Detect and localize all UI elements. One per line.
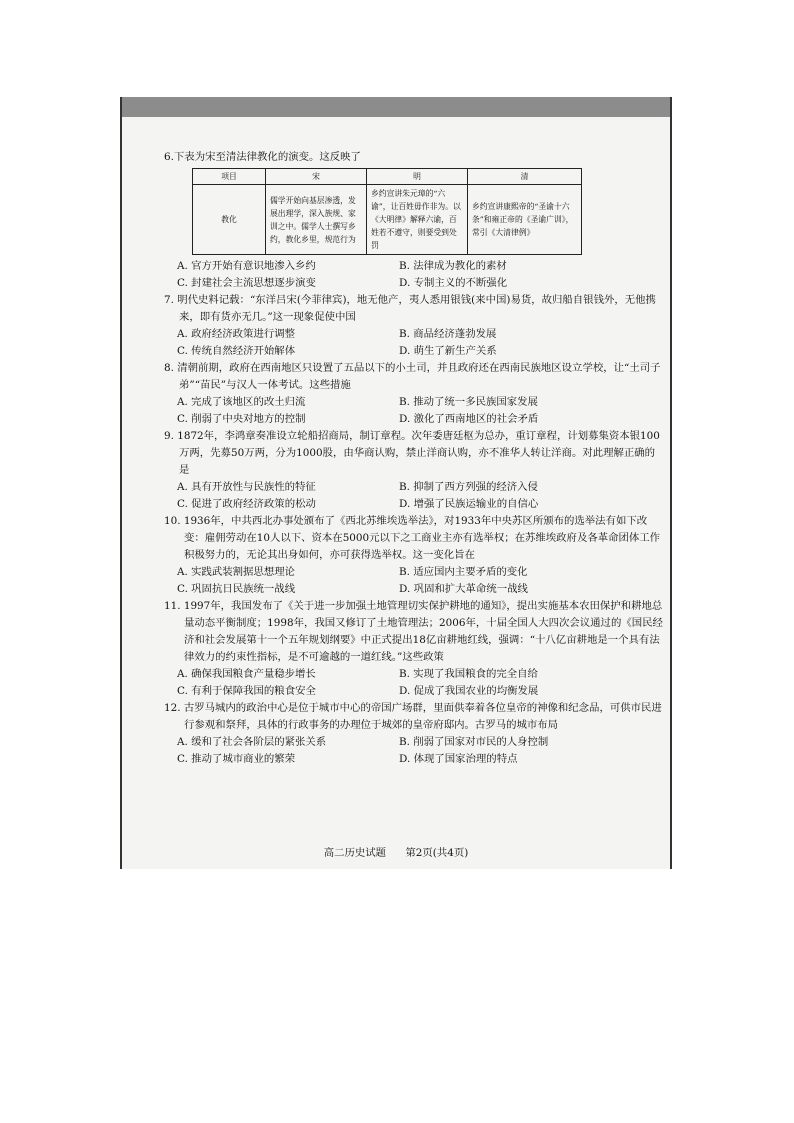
question-8 [164, 360, 664, 428]
question-12-stem: 12. 古罗马城内的政治中心是位于城市中心的帝国广场群，里面供奉着各位皇帝的神像和纪念品，可供市民进行参观和祭拜，具体的行政事务的办理位于城郊的皇帝府邸内。古罗马的城市布局 [164, 702, 662, 731]
footer-page-number: 第2页(共4页) [405, 847, 469, 859]
question-6-stem: 6.下表为宋至清法律教化的演变。这反映了 [164, 151, 361, 163]
option-d[interactable]: D. 激化了西南地区的社会矛盾 [399, 413, 539, 425]
question-9 [164, 428, 664, 513]
option-c[interactable]: C. 有利于保障我国的粮食安全 [177, 685, 316, 697]
table-row [193, 185, 582, 255]
question-11-stem: 11. 1997年，我国发布了《关于进一步加强土地管理切实保护耕地的通知》，提出实施基本农田保护和耕地总量动态平衡制度；1998年，我国又修订了土地管理法；2006年，十届全国人大四次会议通过的《国民经济和社会发展第十一个五年规划纲要》中正式提出18亿亩耕地红线，强调：“十八亿亩耕地是一个具有法律效力的约束性指标，是不可逾越的一道红线。”这些政策 [164, 600, 663, 663]
question-11 [164, 598, 664, 700]
option-d[interactable]: D. 萌生了新生产关系 [399, 345, 497, 357]
scan-top-border [122, 97, 670, 117]
table-cell-ming: 乡约宣讲朱元璋的“六谕”，让百姓毋作非为。以《大明律》解释六谕，百姓若不遵守，则要受到处罚 [367, 185, 468, 255]
option-c[interactable]: C. 促进了政府经济政策的松动 [177, 498, 316, 510]
question-6 [164, 149, 664, 292]
option-c[interactable]: C. 推动了城市商业的繁荣 [177, 753, 296, 765]
table-cell-qing: 乡约宣讲康熙帝的“圣谕十六条”和雍正帝的《圣谕广训》，常引《大清律例》 [468, 185, 582, 255]
option-b[interactable]: B. 推动了统一多民族国家发展 [399, 396, 538, 408]
law-education-table [192, 168, 582, 255]
option-d[interactable]: D. 体现了国家治理的特点 [399, 753, 518, 765]
page-footer [122, 844, 670, 859]
question-9-options [164, 479, 664, 513]
option-a[interactable]: A. 政府经济政策进行调整 [177, 328, 296, 340]
option-d[interactable]: D. 专制主义的不断强化 [399, 277, 508, 289]
option-a[interactable]: A. 实践武装割据思想理论 [177, 566, 296, 578]
question-12-options [164, 734, 664, 768]
question-6-options [164, 258, 664, 292]
question-8-options [164, 394, 664, 428]
option-d[interactable]: D. 巩固和扩大革命统一战线 [399, 583, 528, 595]
scanned-exam-page [120, 97, 672, 869]
question-10 [164, 513, 664, 598]
option-b[interactable]: B. 适应国内主要矛盾的变化 [399, 566, 528, 578]
option-c[interactable]: C. 封建社会主流思想逐步演变 [177, 277, 316, 289]
footer-subject: 高二历史试题 [323, 847, 387, 859]
question-7-options [164, 326, 664, 360]
table-cell-song: 儒学开始向基层渗透，发展出理学，深入族规、家训之中。儒学人士撰写乡约，教化乡里，规范行为 [266, 185, 367, 255]
option-c[interactable]: C. 巩固抗日民族统一战线 [177, 583, 296, 595]
option-b[interactable]: B. 抑制了西方列强的经济入侵 [399, 481, 538, 493]
table-header-row [193, 169, 582, 185]
table-header-ming: 明 [367, 169, 468, 185]
option-a[interactable]: A. 官方开始有意识地渗入乡约 [177, 260, 316, 272]
option-b[interactable]: B. 削弱了国家对市民的人身控制 [399, 736, 549, 748]
question-7-stem: 7. 明代史料记载：“东洋吕宋(今菲律宾)，地无他产，夷人悉用银钱(来中国)易货，故归船自银钱外，无他携来，即有货亦无几。”这一现象促使中国 [164, 294, 656, 323]
option-d[interactable]: D. 促成了我国农业的均衡发展 [399, 685, 539, 697]
option-c[interactable]: C. 削弱了中央对地方的控制 [177, 413, 306, 425]
option-c[interactable]: C. 传统自然经济开始解体 [177, 345, 296, 357]
question-12 [164, 700, 664, 768]
option-a[interactable]: A. 缓和了社会各阶层的紧张关系 [177, 736, 327, 748]
question-11-options [164, 666, 664, 700]
question-10-stem: 10. 1936年，中共西北办事处颁布了《西北苏维埃选举法》，对1933年中央苏区所颁布的选举法有如下改变：雇佣劳动在10人以下、资本在5000元以下之工商业主亦有选举权；在苏维埃政府及各革命团体工作积极努力的，无论其出身如何，亦可获得选举权。这一变化旨在 [164, 515, 661, 561]
option-a[interactable]: A. 完成了该地区的改土归流 [177, 396, 306, 408]
question-9-stem: 9. 1872年，李鸿章奏准设立轮船招商局，制订章程。次年委唐廷枢为总办，重订章程，计划募集资本银100万两，先募50万两，分为1000股，由华商认购，禁止洋商认购，亦不准华人转让洋商。对此理解正确的是 [164, 430, 660, 476]
option-b[interactable]: B. 商品经济蓬勃发展 [399, 328, 497, 340]
exam-content [164, 149, 664, 768]
option-b[interactable]: B. 法律成为教化的素材 [399, 260, 507, 272]
table-header-song: 宋 [266, 169, 367, 185]
option-b[interactable]: B. 实现了我国粮食的完全自给 [399, 668, 538, 680]
option-a[interactable]: A. 具有开放性与民族性的特征 [177, 481, 316, 493]
option-a[interactable]: A. 确保我国粮食产量稳步增长 [177, 668, 316, 680]
question-7 [164, 292, 664, 360]
table-header-qing: 清 [468, 169, 582, 185]
question-10-options [164, 564, 664, 598]
question-8-stem: 8. 清朝前期，政府在西南地区只设置了五品以下的小土司，并且政府还在西南民族地区设立学校，让“土司子弟”“苗民”与汉人一体考试。这些措施 [164, 362, 661, 391]
table-row-label: 教化 [193, 185, 266, 255]
option-d[interactable]: D. 增强了民族运输业的自信心 [399, 498, 539, 510]
table-header-item: 项目 [193, 169, 266, 185]
